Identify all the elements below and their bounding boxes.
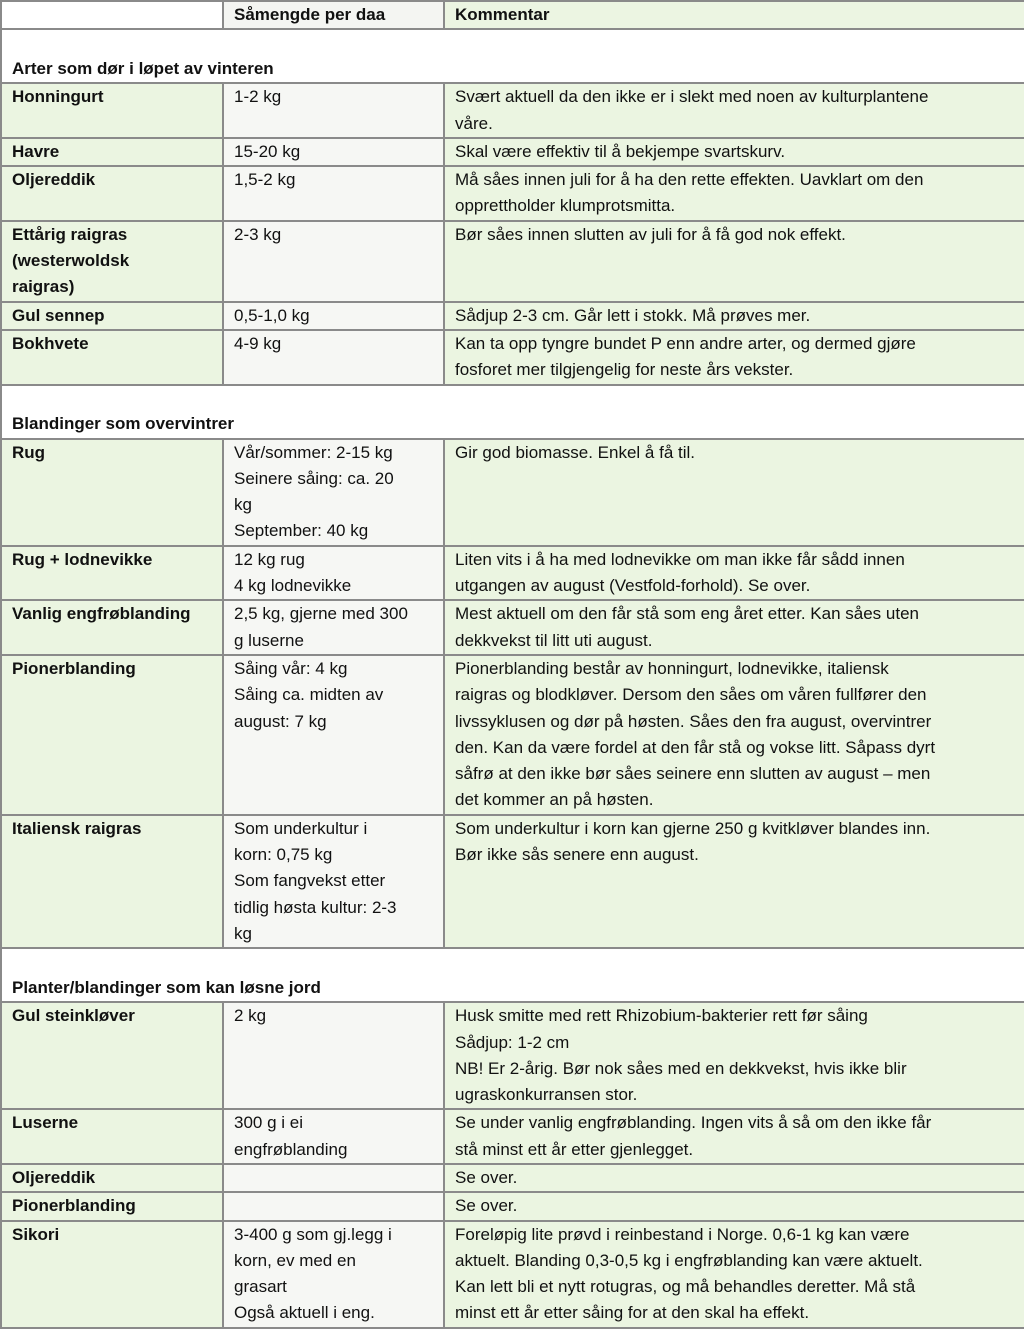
- comment: Se under vanlig engfrøblanding. Ingen vits å så om den ikke får stå minst ett år etter gjenlegget.: [444, 1109, 1024, 1164]
- comment: Skal være effektiv til å bekjempe svartskurv.: [444, 138, 1024, 166]
- comment: Svært aktuell da den ikke er i slekt med noen av kulturplantene våre.: [444, 83, 1024, 138]
- table-row: [1, 1164, 1024, 1192]
- comment: Pionerblanding består av honningurt, lodnevikke, italiensk raigras og blodkløver. Dersom den såes om våren fullfører den livssyklusen og dør på høsten. Såes den fra august, overvintrer den. Kan da være fordel at den får stå og vokse litt. Såpass dyrt såfrø at den ikke bør såes seinere enn slutten av august – men det kommer an på høsten.: [444, 655, 1024, 815]
- table-row: [1, 1192, 1024, 1220]
- header-row: [1, 1, 1024, 29]
- seed-rate: 1,5-2 kg: [223, 166, 444, 221]
- comment: Foreløpig lite prøvd i reinbestand i Norge. 0,6-1 kg kan være aktuelt. Blanding 0,3-0,5 kg i engfrøblanding kan være aktuelt. Kan lett bli et nytt rotugras, og må behandles deretter. Må stå minst ett år etter såing for at den skal ha effekt.: [444, 1221, 1024, 1328]
- species-name: Gul steinkløver: [1, 1002, 223, 1109]
- table-row: [1, 221, 1024, 302]
- species-name: Ettårig raigras (westerwoldsk raigras): [1, 221, 223, 302]
- species-name: Pionerblanding: [1, 655, 223, 815]
- section-header-row: [1, 29, 1024, 83]
- section-header-row: [1, 948, 1024, 1002]
- seed-rate: [223, 1164, 444, 1192]
- table-row: [1, 1002, 1024, 1109]
- species-name: Bokhvete: [1, 330, 223, 385]
- seed-rate: [223, 1192, 444, 1220]
- table-row: [1, 302, 1024, 330]
- seed-rate: 2,5 kg, gjerne med 300 g luserne: [223, 600, 444, 655]
- comment: Husk smitte med rett Rhizobium-bakterier rett før såing Sådjup: 1-2 cm NB! Er 2-årig. Bør nok såes med en dekkvekst, hvis ikke blir ugraskonkurransen stor.: [444, 1002, 1024, 1109]
- table-row: [1, 138, 1024, 166]
- seed-rate: 3-400 g som gj.legg i korn, ev med en grasart Også aktuell i eng.: [223, 1221, 444, 1328]
- header-species: [1, 1, 223, 29]
- species-name: Honningurt: [1, 83, 223, 138]
- seed-rate: 4-9 kg: [223, 330, 444, 385]
- species-name: Sikori: [1, 1221, 223, 1328]
- species-name: Luserne: [1, 1109, 223, 1164]
- comment: Se over.: [444, 1192, 1024, 1220]
- seed-rate: 15-20 kg: [223, 138, 444, 166]
- section-title: Planter/blandinger som kan løsne jord: [1, 948, 1024, 1002]
- seed-rate: Såing vår: 4 kg Såing ca. midten av august: 7 kg: [223, 655, 444, 815]
- table-row: [1, 600, 1024, 655]
- comment: Bør såes innen slutten av juli for å få god nok effekt.: [444, 221, 1024, 302]
- comment: Gir god biomasse. Enkel å få til.: [444, 439, 1024, 546]
- table-row: [1, 439, 1024, 546]
- table-row: [1, 1109, 1024, 1164]
- comment: Sådjup 2-3 cm. Går lett i stokk. Må prøves mer.: [444, 302, 1024, 330]
- comment: Som underkultur i korn kan gjerne 250 g kvitkløver blandes inn. Bør ikke sås senere enn august.: [444, 815, 1024, 948]
- seed-rate: 0,5-1,0 kg: [223, 302, 444, 330]
- seed-rate: Vår/sommer: 2-15 kg Seinere såing: ca. 20 kg September: 40 kg: [223, 439, 444, 546]
- section-title: Blandinger som overvintrer: [1, 385, 1024, 439]
- section-title: Arter som dør i løpet av vinteren: [1, 29, 1024, 83]
- seed-rate: 1-2 kg: [223, 83, 444, 138]
- species-name: Pionerblanding: [1, 1192, 223, 1220]
- table-row: [1, 1221, 1024, 1328]
- header-comment: Kommentar: [444, 1, 1024, 29]
- table-row: [1, 330, 1024, 385]
- comment: Liten vits i å ha med lodnevikke om man ikke får sådd innen utgangen av august (Vestfold-forhold). Se over.: [444, 546, 1024, 601]
- species-name: Vanlig engfrøblanding: [1, 600, 223, 655]
- table-row: [1, 546, 1024, 601]
- seed-rate: 300 g i ei engfrøblanding: [223, 1109, 444, 1164]
- comment: Se over.: [444, 1164, 1024, 1192]
- seed-rate: Som underkultur i korn: 0,75 kg Som fangvekst etter tidlig høsta kultur: 2-3 kg: [223, 815, 444, 948]
- comment: Kan ta opp tyngre bundet P enn andre arter, og dermed gjøre fosforet mer tilgjengelig for neste års vekster.: [444, 330, 1024, 385]
- seed-rate: 2 kg: [223, 1002, 444, 1109]
- table-row: [1, 83, 1024, 138]
- species-name: Oljereddik: [1, 1164, 223, 1192]
- section-header-row: [1, 385, 1024, 439]
- species-name: Rug + lodnevikke: [1, 546, 223, 601]
- table-row: [1, 815, 1024, 948]
- species-name: Havre: [1, 138, 223, 166]
- species-name: Gul sennep: [1, 302, 223, 330]
- table-row: [1, 655, 1024, 815]
- species-name: Italiensk raigras: [1, 815, 223, 948]
- seed-rate: 2-3 kg: [223, 221, 444, 302]
- comment: Mest aktuell om den får stå som eng året etter. Kan såes uten dekkvekst til litt uti august.: [444, 600, 1024, 655]
- species-name: Oljereddik: [1, 166, 223, 221]
- seed-rate: 12 kg rug 4 kg lodnevikke: [223, 546, 444, 601]
- header-seed-rate: Såmengde per daa: [223, 1, 444, 29]
- table-row: [1, 166, 1024, 221]
- species-name: Rug: [1, 439, 223, 546]
- comment: Må såes innen juli for å ha den rette effekten. Uavklart om den opprettholder klumprotsmitta.: [444, 166, 1024, 221]
